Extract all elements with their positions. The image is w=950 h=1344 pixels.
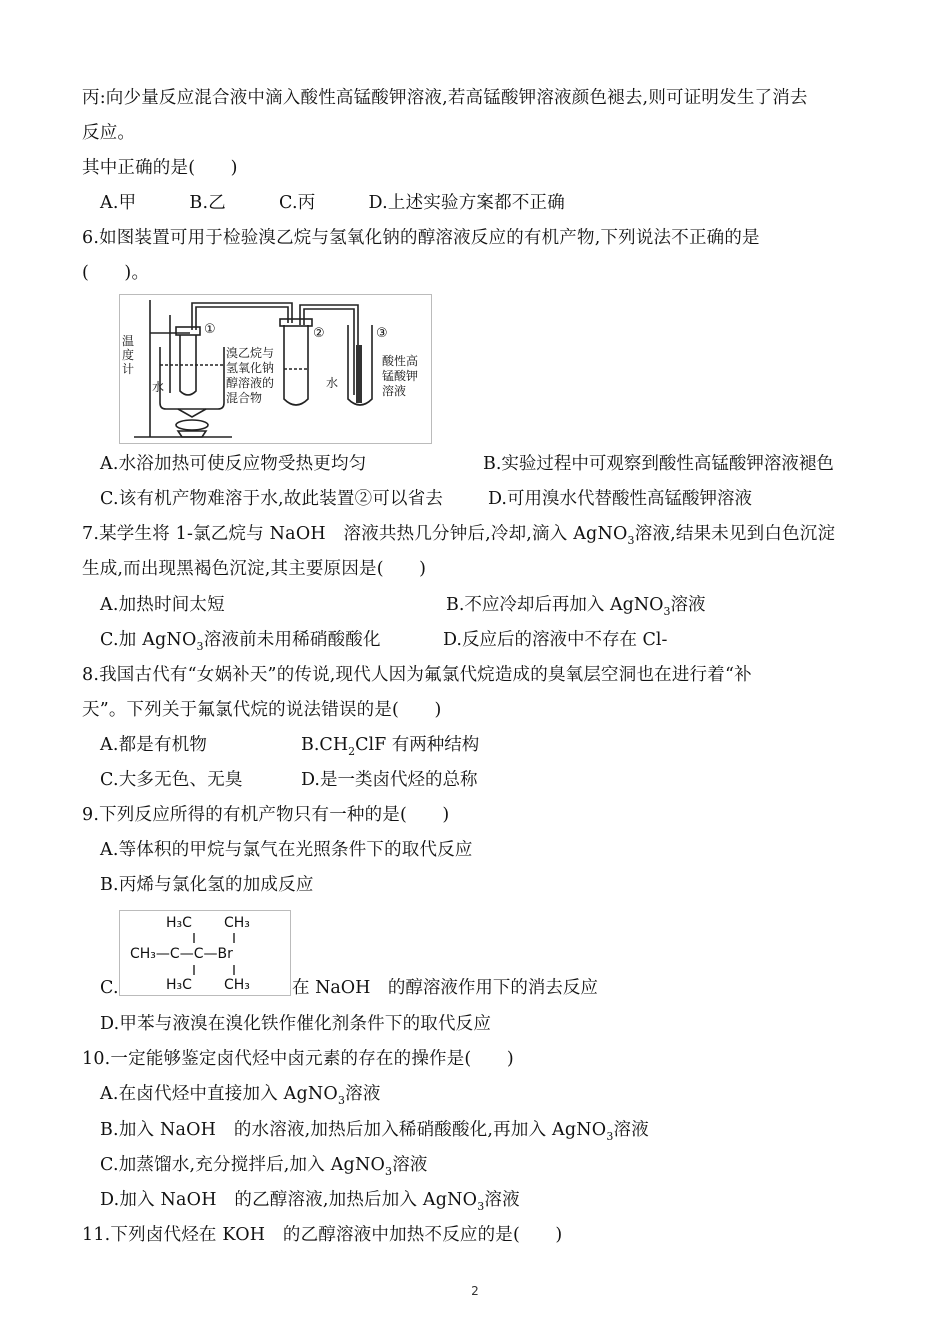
- mixture-label-1: 溴乙烷与: [226, 346, 275, 360]
- q9-option-b: B.丙烯与氯化氢的加成反应: [100, 875, 314, 895]
- q7-stem-part-a: 7.某学生将 1-氯乙烷与 NaOH 溶液共热几分钟后,冷却,滴入 AgNO: [82, 524, 628, 544]
- q10-option-a-part-a: A.在卤代烃中直接加入 AgNO: [100, 1084, 338, 1104]
- q7-option-b-part-b: 溶液: [670, 595, 706, 615]
- q5-option-bing-cont: 反应。: [82, 123, 136, 143]
- mixture-label-3: 醇溶液的: [226, 376, 275, 390]
- q10-option-b-part-a: B.加入 NaOH 的水溶液,加热后加入稀硝酸酸化,再加入 AgNO: [100, 1120, 607, 1140]
- q10-option-c-part-a: C.加蒸馏水,充分搅拌后,加入 AgNO: [100, 1155, 386, 1175]
- subscript: 2: [348, 745, 356, 758]
- struct-bottom-left: H₃C: [166, 977, 192, 993]
- q6-paren: ( )。: [82, 263, 150, 283]
- q8-option-b-part-a: B.CH: [301, 735, 349, 755]
- thermo-label-3: 计: [122, 362, 135, 376]
- q7-stem: [82, 522, 835, 553]
- q8-stem: 8.我国古代有“女娲补天”的传说,现代人因为氟氯代烷造成的臭氧层空洞也在进行着“补: [82, 665, 752, 685]
- q10-option-c: [100, 1153, 428, 1184]
- label-1: ①: [204, 322, 216, 337]
- thermo-label-2: 度: [122, 348, 135, 362]
- q10-stem: 10.一定能够鉴定卤代烃中卤元素的存在的操作是( ): [82, 1049, 514, 1069]
- q10-option-d-part-a: D.加入 NaOH 的乙醇溶液,加热后加入 AgNO: [100, 1190, 478, 1210]
- q8-option-b-part-b: ClF 有两种结构: [355, 735, 480, 755]
- kmno4-label-1: 酸性高: [382, 354, 419, 368]
- label-3: ③: [376, 326, 388, 341]
- q10-option-b: [100, 1118, 649, 1149]
- subscript: 3: [196, 640, 204, 653]
- q7-stem-part-b: 溶液,结果未见到白色沉淀: [634, 524, 836, 544]
- struct-top-left: H₃C: [166, 915, 192, 931]
- structure-figure: [119, 910, 291, 996]
- q9-option-c-label: C.: [100, 978, 119, 998]
- q7-option-b-part-a: B.不应冷却后再加入 AgNO: [446, 595, 664, 615]
- q6-option-a: A.水浴加热可使反应物受热更均匀: [100, 454, 367, 474]
- q6-stem: 6.如图装置可用于检验溴乙烷与氢氧化钠的醇溶液反应的有机产物,下列说法不正确的是: [82, 228, 760, 248]
- apparatus-diagram: [120, 295, 431, 443]
- q9-stem: 9.下列反应所得的有机产物只有一种的是( ): [82, 805, 450, 825]
- subscript: 3: [477, 1200, 485, 1213]
- q6-option-b: B.实验过程中可观察到酸性高锰酸钾溶液褪色: [483, 454, 834, 474]
- subscript: 3: [627, 534, 635, 547]
- q5-question: 其中正确的是( ): [82, 158, 238, 178]
- q9-option-d: D.甲苯与液溴在溴化铁作催化剂条件下的取代反应: [100, 1014, 492, 1034]
- q7-stem-cont: 生成,而出现黑褐色沉淀,其主要原因是( ): [82, 559, 427, 579]
- q7-option-c-part-b: 溶液前未用稀硝酸酸化: [203, 630, 381, 650]
- q7-option-c-part-a: C.加 AgNO: [100, 630, 197, 650]
- q6-option-c: C.该有机产物难溶于水,故此装置②可以省去: [100, 489, 444, 509]
- q8-option-d: D.是一类卤代烃的总称: [301, 770, 478, 790]
- mixture-label-4: 混合物: [226, 391, 263, 405]
- q5-option-bing: 丙:向少量反应混合液中滴入酸性高锰酸钾溶液,若高锰酸钾溶液颜色褪去,则可证明发生了消去: [82, 88, 808, 108]
- struct-main-chain: CH₃—C—C—Br: [130, 946, 233, 962]
- thermo-label-1: 温: [122, 334, 135, 348]
- subscript: 3: [663, 605, 671, 618]
- q7-option-d: D.反应后的溶液中不存在 Cl-: [443, 630, 668, 650]
- q8-option-b: [301, 733, 479, 764]
- q11-stem: 11.下列卤代烃在 KOH 的乙醇溶液中加热不反应的是( ): [82, 1225, 563, 1245]
- kmno4-label-3: 溶液: [382, 384, 407, 398]
- label-2: ②: [313, 326, 325, 341]
- q10-option-d: [100, 1188, 520, 1219]
- subscript: 3: [385, 1165, 393, 1178]
- page-number: 2: [471, 1284, 479, 1298]
- q6-option-d: D.可用溴水代替酸性高锰酸钾溶液: [488, 489, 752, 509]
- q5-options: A.甲 B.乙 C.丙 D.上述实验方案都不正确: [100, 193, 565, 213]
- q10-option-b-part-b: 溶液: [613, 1120, 649, 1140]
- water-label: 水: [326, 376, 339, 390]
- q8-option-a: A.都是有机物: [100, 735, 208, 755]
- struct-top-right: CH₃: [224, 915, 250, 931]
- q10-option-c-part-b: 溶液: [392, 1155, 428, 1175]
- struct-bottom-right: CH₃: [224, 977, 250, 993]
- q8-option-c: C.大多无色、无臭: [100, 770, 243, 790]
- q7-option-a: A.加热时间太短: [100, 595, 225, 615]
- subscript: 3: [337, 1094, 346, 1107]
- water-bath-label: 水: [152, 380, 165, 394]
- structural-formula: [120, 911, 290, 995]
- q10-option-d-part-b: 溶液: [484, 1190, 520, 1210]
- q10-option-a-part-b: 溶液: [345, 1084, 381, 1104]
- apparatus-figure: [119, 294, 432, 444]
- q9-option-a: A.等体积的甲烷与氯气在光照条件下的取代反应: [100, 840, 473, 860]
- q7-option-c: [100, 628, 381, 659]
- q10-option-a: [100, 1082, 381, 1113]
- kmno4-label-2: 锰酸钾: [382, 369, 419, 383]
- q9-option-c-text: 在 NaOH 的醇溶液作用下的消去反应: [292, 978, 598, 998]
- subscript: 3: [606, 1130, 614, 1143]
- mixture-label-2: 氢氧化钠: [226, 361, 275, 375]
- q8-stem-cont: 天”。下列关于氟氯代烷的说法错误的是( ): [82, 700, 442, 720]
- q7-option-b: [446, 593, 706, 624]
